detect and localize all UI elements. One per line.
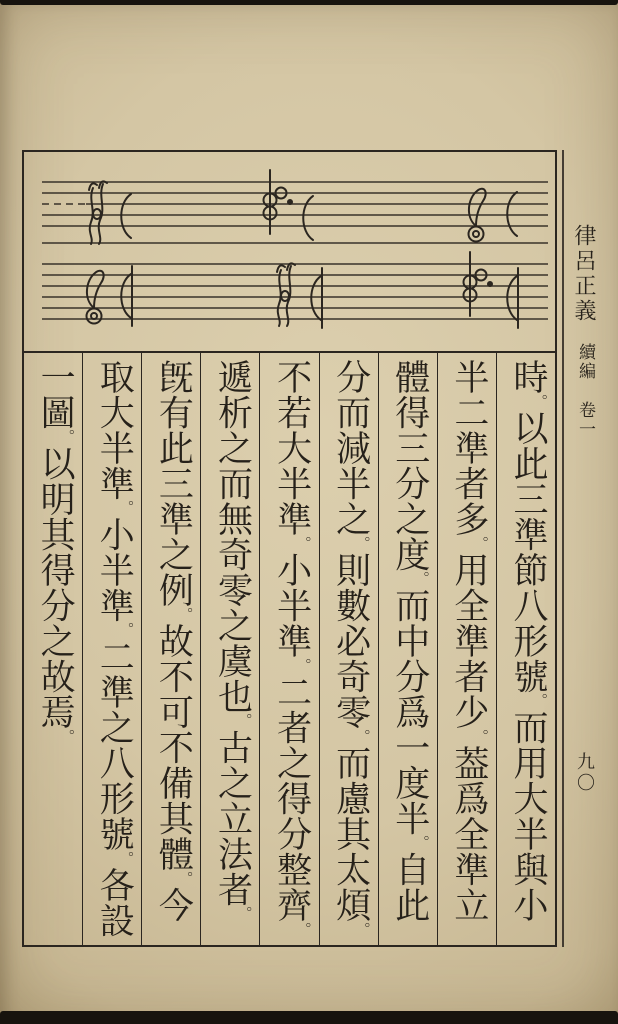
- ideographic-period: 。: [117, 850, 134, 866]
- scan-edge-top: [0, 0, 618, 5]
- ideographic-period: 。: [58, 728, 75, 744]
- ideographic-period: 。: [471, 728, 488, 744]
- ideographic-period: 。: [412, 835, 429, 851]
- c-clef-icon: [89, 181, 107, 244]
- ideographic-period: 。: [531, 393, 547, 409]
- f-clef-icon: [464, 252, 494, 316]
- music-staves: [24, 152, 555, 351]
- ideographic-period: 。: [471, 535, 488, 551]
- ideographic-period: 。: [176, 606, 193, 622]
- ideographic-period: 。: [353, 728, 370, 744]
- text-columns: [24, 353, 555, 945]
- crescent-icon: [303, 196, 313, 240]
- edition-label: 續編: [576, 343, 595, 381]
- ideographic-period: 。: [412, 571, 429, 587]
- crescent-icon: [507, 192, 517, 236]
- ideographic-period: 。: [235, 713, 252, 729]
- ideographic-period: 。: [294, 535, 311, 551]
- ideographic-period: 。: [117, 500, 134, 516]
- ideographic-period: 。: [235, 906, 252, 922]
- text-column-7: 旣有此三準之例。故不可不備其體。今: [141, 353, 200, 945]
- ideographic-period: 。: [58, 429, 75, 445]
- text-column-4: 分而減半之。則數必奇零。而慮其太煩。: [319, 353, 378, 945]
- ideographic-period: 。: [176, 870, 193, 886]
- text-column-1: 時。以此三準節八形號。而用大半與小: [496, 353, 555, 945]
- staff-1: [42, 170, 548, 244]
- ideographic-period: 。: [531, 693, 547, 709]
- right-margin-rule: [562, 150, 564, 947]
- text-column-8: 取大半準。小半準。二準之八形號。各設: [82, 353, 141, 945]
- staff-2: [42, 252, 548, 328]
- ideographic-period: 。: [294, 921, 311, 937]
- volume-label: 卷一: [576, 401, 595, 439]
- text-column-5: 不若大半準。小半準。二者之得分整齊。: [259, 353, 318, 945]
- work-title: 律呂正義: [572, 224, 597, 324]
- crescent-icon: [121, 194, 131, 238]
- f-clef-icon: [264, 170, 294, 234]
- page-number: 九〇: [575, 752, 595, 794]
- text-column-6: 遞析之而無奇零之虞也。古之立法者。: [200, 353, 259, 945]
- ideographic-period: 。: [117, 622, 134, 638]
- ideographic-period: 。: [294, 657, 311, 673]
- ideographic-period: 。: [353, 535, 370, 551]
- text-column-3: 體得三分之度。而中分爲一度半。自此: [378, 353, 437, 945]
- music-notation-panel: [24, 152, 555, 353]
- content-frame: [22, 150, 557, 947]
- text-column-2: 半二準者多。用全準者少。葢爲全準立: [437, 353, 496, 945]
- scan-edge-bottom: [0, 1011, 618, 1024]
- c-clef-icon: [277, 263, 295, 326]
- ideographic-period: 。: [353, 921, 370, 937]
- text-column-9: 一圖。以明其得分之故焉。: [36, 359, 76, 744]
